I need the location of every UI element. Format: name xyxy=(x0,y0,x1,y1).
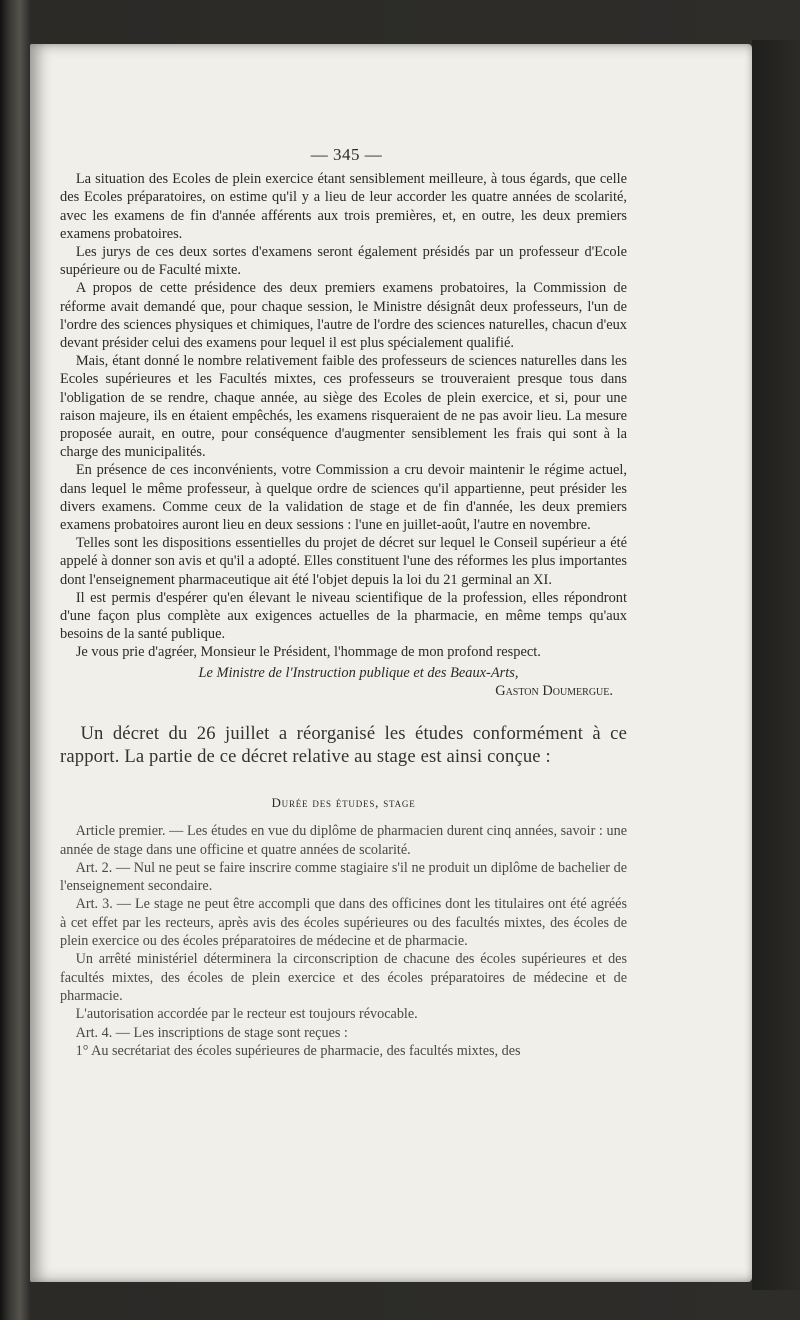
article: Art. 3. — Le stage ne peut être accompli que dans des officines dont les titulaires ont été agréés à cet effet par les recteurs, après avis des écoles supérieures ou des facultés mixtes, des écoles de plein exercice ou des écoles préparatoires de médecine et de pharmacie. xyxy=(60,896,627,950)
paragraph: Il est permis d'espérer qu'en élevant le niveau scientifique de la profession, elles répondront d'une façon plus complète aux exigences actuelles de la pharmacie, en même temps qu'aux besoins de la santé publique. xyxy=(60,589,627,643)
article: L'autorisation accordée par le recteur est toujours révocable. xyxy=(75,1006,418,1023)
signature-title: Le Ministre de l'Instruction publique et des Beaux-Arts, xyxy=(198,664,519,681)
page-edge-shadow xyxy=(752,40,800,1290)
paragraph: La situation des Ecoles de plein exercice étant sensiblement meilleure, à tous égards, que celle des Ecoles préparatoires, on estime qu'il y a lieu de leur accorder les quatre années de scolarité, avec les examens de fin d'année afférents aux trois premières, et, en outre, les deux premiers examens probatoires. xyxy=(60,171,627,242)
decree-articles xyxy=(60,822,627,1060)
article: Art. 4. — Les inscriptions de stage sont reçues : xyxy=(75,1024,348,1041)
page-text xyxy=(60,146,627,1060)
page-number: — 345 — xyxy=(310,145,383,164)
article: Un arrêté ministériel déterminera la circonscription de chacune des écoles supérieures et des facultés mixtes, des écoles de plein exercice et des écoles préparatoires de médecine et de pharmacie. xyxy=(60,951,627,1004)
article: Art. 2. — Nul ne peut se faire inscrire comme stagiaire s'il ne produit un diplôme de bachelier de l'enseignement secondaire. xyxy=(60,859,627,895)
paragraph: Mais, étant donné le nombre relativement faible des professeurs de sciences naturelles dans les Ecoles supérieures et les Facultés mixtes, ces professeurs se trouveraient presque tous dans l'obligation de se rendre, chaque année, au siège des Ecoles de plein exercice, et si, pour une raison majeure, ils en étaient empêchés, les examens risqueraient de ne pas avoir lieu. La mesure proposée aurait, en outre, pour conséquence d'augmenter sensiblement les frais qui sont à la charge des municipalités. xyxy=(60,353,627,461)
section-title: Durée des études, stage xyxy=(271,795,416,811)
paragraph: Telles sont les dispositions essentielles du projet de décret sur lequel le Conseil supérieur a été appelé à donner son avis et qu'il a adopté. Elles constituent l'une des réformes les plus importantes dont l'enseignement pharmaceutique ait été l'objet depuis la loi du 21 germinal an XI. xyxy=(60,535,627,588)
paragraph: A propos de cette présidence des deux premiers examens probatoires, la Commission de réforme avait demandé que, pour chaque session, le Ministre désignât deux professeurs, l'un de l'ordre des sciences physiques et chimiques, l'autre de l'ordre des sciences naturelles, chacun d'eux devant présider celui des examens pour lequel il est plus spécialement qualifié. xyxy=(60,280,627,352)
article: Article premier. — Les études en vue du diplôme de pharmacien durent cinq années, savoir : une année de stage dans une officine et quatre années de scolarité. xyxy=(60,823,627,858)
paragraph: En présence de ces inconvénients, votre Commission a cru devoir maintenir le régime actuel, dans lequel le même professeur, à quelque ordre de sciences qu'il appartienne, peut présider les divers examens. Comme ceux de la validation de stage et de fin d'année, les deux premiers examens probatoires auront lieu en deux sessions : l'une en juillet-août, l'autre en novembre. xyxy=(60,462,627,534)
book-spine xyxy=(0,0,30,1320)
decree-intro: Un décret du 26 juillet a réorganisé les études conformément à ce rapport. La partie de ce décret relative au stage est ainsi conçue : xyxy=(60,723,627,768)
paragraph: Les jurys de ces deux sortes d'examens seront également présidés par un professeur d'Ecole supérieure ou de Faculté mixte. xyxy=(60,244,627,279)
signature-name: Gaston Doumergue. xyxy=(495,682,613,699)
paragraph: Je vous prie d'agréer, Monsieur le Président, l'hommage de mon profond respect. xyxy=(75,644,541,661)
article: 1° Au secrétariat des écoles supérieures de pharmacie, des facultés mixtes, des xyxy=(75,1042,521,1059)
